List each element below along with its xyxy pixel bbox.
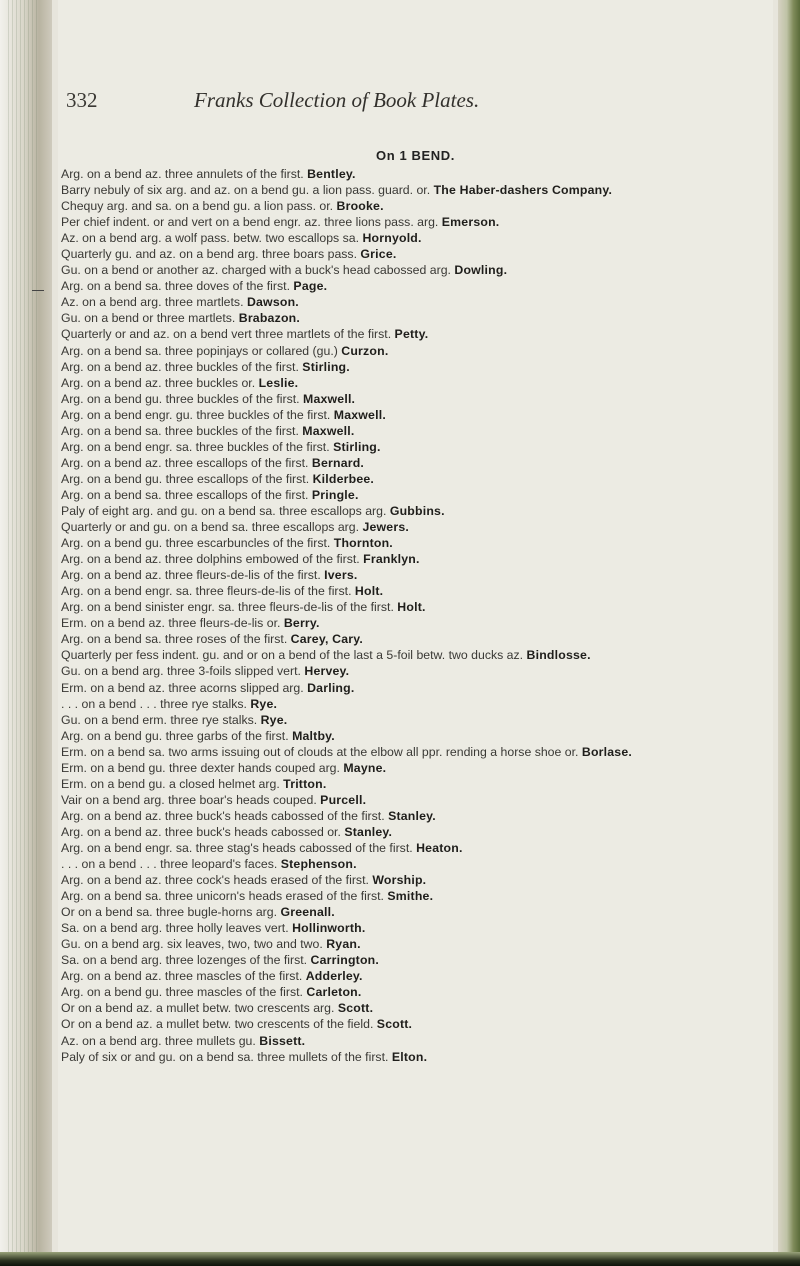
entry-family-name: Maxwell. — [303, 391, 356, 406]
entry-family-name: Hervey. — [304, 664, 350, 679]
entry-blazon: Arg. on a bend az. three escallops of the first. — [61, 455, 309, 470]
entry-blazon: Arg. on a bend az. three cock's heads erased of the first. — [61, 873, 369, 888]
entry-family-name: Grice. — [360, 247, 397, 262]
entry — [61, 647, 763, 663]
entry-family-name: Scott. — [337, 1001, 374, 1016]
entry-blazon: Paly of eight arg. and gu. on a bend sa. three escallops arg. — [61, 503, 387, 518]
entry-family-name: Maxwell. — [333, 407, 386, 422]
entry-family-name: Franklyn. — [363, 552, 420, 567]
entry — [61, 391, 763, 407]
entry-blazon: Arg. on a bend engr. sa. three stag's heads cabossed of the first. — [61, 840, 413, 855]
entry-family-name: Maxwell. — [302, 423, 355, 438]
entry-family-name: Dowling. — [454, 263, 508, 278]
entry — [61, 984, 763, 1000]
entry — [61, 760, 763, 776]
entry — [61, 776, 763, 792]
entry-blazon: Arg. on a bend engr. gu. three buckles of the first. — [61, 407, 331, 422]
entry-blazon: Erm. on a bend gu. a closed helmet arg. — [61, 776, 280, 791]
entry — [61, 503, 763, 519]
entry — [61, 1049, 763, 1065]
entry — [61, 840, 763, 856]
entry-family-name: Thornton. — [333, 536, 393, 551]
entry — [61, 599, 763, 615]
entry — [61, 423, 763, 439]
entry-blazon: Arg. on a bend az. three mascles of the first. — [61, 969, 303, 984]
entry — [61, 792, 763, 808]
entry-blazon: Az. on a bend arg. three mullets gu. — [61, 1033, 256, 1048]
entry-family-name: Bissett. — [259, 1033, 306, 1048]
entry-blazon: Arg. on a bend az. three buck's heads cabossed of the first. — [61, 808, 385, 823]
entry-family-name: Holt. — [354, 584, 384, 599]
entry-blazon: Erm. on a bend az. three fleurs-de-lis or. — [61, 616, 281, 631]
entry — [61, 230, 763, 246]
entry — [61, 1000, 763, 1016]
entry-blazon: Az. on a bend arg. three martlets. — [61, 295, 244, 310]
entry-blazon: Arg. on a bend sa. three popinjays or collared (gu.) — [61, 343, 338, 358]
entry — [61, 294, 763, 310]
entry-family-name: Brabazon. — [238, 311, 300, 326]
entry — [61, 712, 763, 728]
armorial-entries-list — [61, 166, 763, 1065]
entry — [61, 583, 763, 599]
entry — [61, 359, 763, 375]
entry-family-name: Ivers. — [324, 568, 358, 583]
entry-blazon: Vair on a bend arg. three boar's heads couped. — [61, 792, 317, 807]
page-edge — [778, 0, 800, 1266]
entry — [61, 680, 763, 696]
entry-family-name: Stirling. — [302, 359, 350, 374]
entry-family-name: Carleton. — [306, 985, 362, 1000]
entry-family-name: Emerson. — [441, 215, 500, 230]
entry-family-name: Berry. — [283, 616, 320, 631]
entry-family-name: Jewers. — [362, 520, 409, 535]
entry-family-name: Heaton. — [416, 840, 463, 855]
entry — [61, 310, 763, 326]
entry-family-name: Dawson. — [246, 295, 299, 310]
margin-mark — [32, 290, 44, 291]
entry-family-name: Leslie. — [258, 375, 299, 390]
entry — [61, 920, 763, 936]
binding-edge — [8, 0, 38, 1266]
entry-blazon: Quarterly or and az. on a bend vert three martlets of the first. — [61, 327, 392, 342]
entry — [61, 487, 763, 503]
entry-blazon: Erm. on a bend gu. three dexter hands couped arg. — [61, 760, 340, 775]
entry-family-name: Rye. — [250, 696, 278, 711]
entry-family-name: Adderley. — [305, 969, 363, 984]
entry-family-name: Gubbins. — [389, 503, 445, 518]
entry-family-name: Elton. — [391, 1049, 428, 1064]
entry-blazon: Arg. on a bend engr. sa. three buckles of the first. — [61, 439, 330, 454]
entry-family-name: Bernard. — [311, 455, 365, 470]
entry-blazon: Arg. on a bend sa. three escallops of the first. — [61, 487, 309, 502]
entry-blazon: Arg. on a bend sa. three unicorn's heads erased of the first. — [61, 889, 384, 904]
entry — [61, 615, 763, 631]
entry-blazon: Sa. on a bend arg. three holly leaves vert. — [61, 921, 289, 936]
entry — [61, 663, 763, 679]
entry-family-name: Worship. — [372, 873, 427, 888]
entry — [61, 952, 763, 968]
entry-family-name: Greenall. — [280, 905, 335, 920]
entry — [61, 1016, 763, 1032]
entry-blazon: Arg. on a bend az. three dolphins embowed of the first. — [61, 552, 360, 567]
entry — [61, 326, 763, 342]
entry — [61, 888, 763, 904]
entry — [61, 343, 763, 359]
entry-family-name: Hollinworth. — [292, 921, 366, 936]
entry-blazon: Gu. on a bend arg. three 3-foils slipped vert. — [61, 664, 301, 679]
entry-blazon: Gu. on a bend or three martlets. — [61, 311, 236, 326]
section-title: On 1 BEND. — [376, 148, 455, 163]
entry-blazon: Arg. on a bend az. three buckles of the first. — [61, 359, 299, 374]
entry — [61, 808, 763, 824]
entry-family-name: Holt. — [397, 600, 426, 615]
entry-family-name: Kilderbee. — [312, 471, 375, 486]
entry-blazon: Or on a bend sa. three bugle-horns arg. — [61, 905, 278, 920]
entry-family-name: Carrington. — [310, 953, 379, 968]
entry-blazon: Arg. on a bend sa. three doves of the first. — [61, 279, 290, 294]
entry-blazon: Arg. on a bend gu. three escarbuncles of the first. — [61, 536, 331, 551]
entry-blazon: Arg. on a bend az. three fleurs-de-lis of the first. — [61, 568, 321, 583]
entry-family-name: Scott. — [376, 1017, 413, 1032]
entry-family-name: Pringle. — [311, 487, 359, 502]
entry-family-name: Stirling. — [333, 439, 381, 454]
entry-blazon: Arg. on a bend sa. three roses of the first. — [61, 632, 288, 647]
entry-blazon: Quarterly gu. and az. on a bend arg. three boars pass. — [61, 247, 357, 262]
entry-blazon: Gu. on a bend arg. six leaves, two, two and two. — [61, 937, 323, 952]
entry — [61, 182, 763, 198]
entry — [61, 455, 763, 471]
entry-blazon: Quarterly or and gu. on a bend sa. three escallops arg. — [61, 520, 360, 535]
entry-family-name: Mayne. — [343, 760, 387, 775]
entry-family-name: Maltby. — [292, 728, 335, 743]
entry-blazon: Arg. on a bend gu. three buckles of the first. — [61, 391, 300, 406]
entry — [61, 214, 763, 230]
entry — [61, 696, 763, 712]
entry-blazon: . . . on a bend . . . three leopard's faces. — [61, 857, 278, 872]
entry-family-name: Tritton. — [283, 776, 327, 791]
entry — [61, 262, 763, 278]
entry-blazon: Arg. on a bend engr. sa. three fleurs-de-lis of the first. — [61, 584, 352, 599]
entry — [61, 824, 763, 840]
entry-family-name: Stephenson. — [280, 857, 357, 872]
entry-family-name: Rye. — [260, 712, 288, 727]
entry-blazon: Erm. on a bend sa. two arms issuing out of clouds at the elbow all ppr. rending a horse shoe or. — [61, 744, 579, 759]
entry-family-name: Ryan. — [326, 937, 361, 952]
entry — [61, 439, 763, 455]
entry — [61, 1033, 763, 1049]
entry-blazon: Arg. on a bend sa. three buckles of the first. — [61, 423, 299, 438]
entry-blazon: Az. on a bend arg. a wolf pass. betw. two escallops sa. — [61, 231, 360, 246]
entry-family-name: Darling. — [307, 680, 355, 695]
entry — [61, 728, 763, 744]
page-number: 332 — [66, 88, 98, 112]
entry-blazon: Or on a bend az. a mullet betw. two crescents arg. — [61, 1001, 335, 1016]
entry-blazon: Gu. on a bend or another az. charged with a buck's head cabossed arg. — [61, 263, 451, 278]
entry-family-name: Bindlosse. — [526, 648, 591, 663]
entry-family-name: Bentley. — [307, 167, 356, 181]
entry — [61, 166, 763, 182]
entry-blazon: Arg. on a bend sinister engr. sa. three fleurs-de-lis of the first. — [61, 600, 394, 615]
entry-family-name: Petty. — [394, 327, 429, 342]
entry-family-name: Page. — [293, 279, 328, 294]
entry-family-name: Brooke. — [336, 199, 384, 214]
entry-blazon: Sa. on a bend arg. three lozenges of the first. — [61, 953, 308, 968]
entry — [61, 471, 763, 487]
entry-family-name: Borlase. — [581, 744, 633, 759]
entry-blazon: Arg. on a bend gu. three mascles of the first. — [61, 985, 303, 1000]
page-bottom-edge — [0, 1252, 800, 1266]
entry — [61, 968, 763, 984]
entry-blazon: Paly of six or and gu. on a bend sa. three mullets of the first. — [61, 1049, 389, 1064]
entry-blazon: Arg. on a bend az. three buck's heads cabossed or. — [61, 824, 341, 839]
entry-blazon: . . . on a bend . . . three rye stalks. — [61, 696, 247, 711]
entry — [61, 631, 763, 647]
entry — [61, 375, 763, 391]
entry — [61, 535, 763, 551]
entry — [61, 278, 763, 294]
entry-blazon: Gu. on a bend erm. three rye stalks. — [61, 712, 258, 727]
entry — [61, 872, 763, 888]
entry-blazon: Quarterly per fess indent. gu. and or on a bend of the last a 5-foil betw. two ducks az. — [61, 648, 524, 663]
entry — [61, 551, 763, 567]
entry — [61, 856, 763, 872]
entry — [61, 936, 763, 952]
entry-blazon: Per chief indent. or and vert on a bend engr. az. three lions pass. arg. — [61, 215, 439, 230]
entry-family-name: Hornyold. — [362, 231, 422, 246]
entry-family-name: Stanley. — [344, 824, 393, 839]
entry — [61, 567, 763, 583]
entry — [61, 198, 763, 214]
entry — [61, 519, 763, 535]
entry-family-name: The Haber-dashers Company. — [433, 183, 613, 198]
entry-blazon: Arg. on a bend az. three buckles or. — [61, 375, 256, 390]
entry-blazon: Barry nebuly of six arg. and az. on a bend gu. a lion pass. guard. or. — [61, 183, 431, 198]
entry-family-name: Smithe. — [387, 889, 434, 904]
entry-blazon: Or on a bend az. a mullet betw. two crescents of the field. — [61, 1017, 374, 1032]
entry-family-name: Curzon. — [341, 343, 389, 358]
entry — [61, 904, 763, 920]
running-title: Franks Collection of Book Plates. — [194, 88, 480, 112]
entry — [61, 246, 763, 262]
entry — [61, 407, 763, 423]
book-page — [58, 0, 773, 1266]
entry-family-name: Purcell. — [320, 792, 367, 807]
entry-blazon: Arg. on a bend gu. three escallops of the first. — [61, 471, 310, 486]
entry-family-name: Stanley. — [388, 808, 436, 823]
entry-blazon: Chequy arg. and sa. on a bend gu. a lion pass. or. — [61, 199, 334, 214]
entry-blazon: Arg. on a bend az. three annulets of the first. — [61, 167, 304, 181]
page-header — [66, 88, 766, 118]
entry-family-name: Carey, Cary. — [290, 632, 364, 647]
entry-blazon: Arg. on a bend gu. three garbs of the first. — [61, 728, 289, 743]
book-gutter — [0, 0, 52, 1266]
entry-blazon: Erm. on a bend az. three acorns slipped arg. — [61, 680, 304, 695]
entry — [61, 744, 763, 760]
